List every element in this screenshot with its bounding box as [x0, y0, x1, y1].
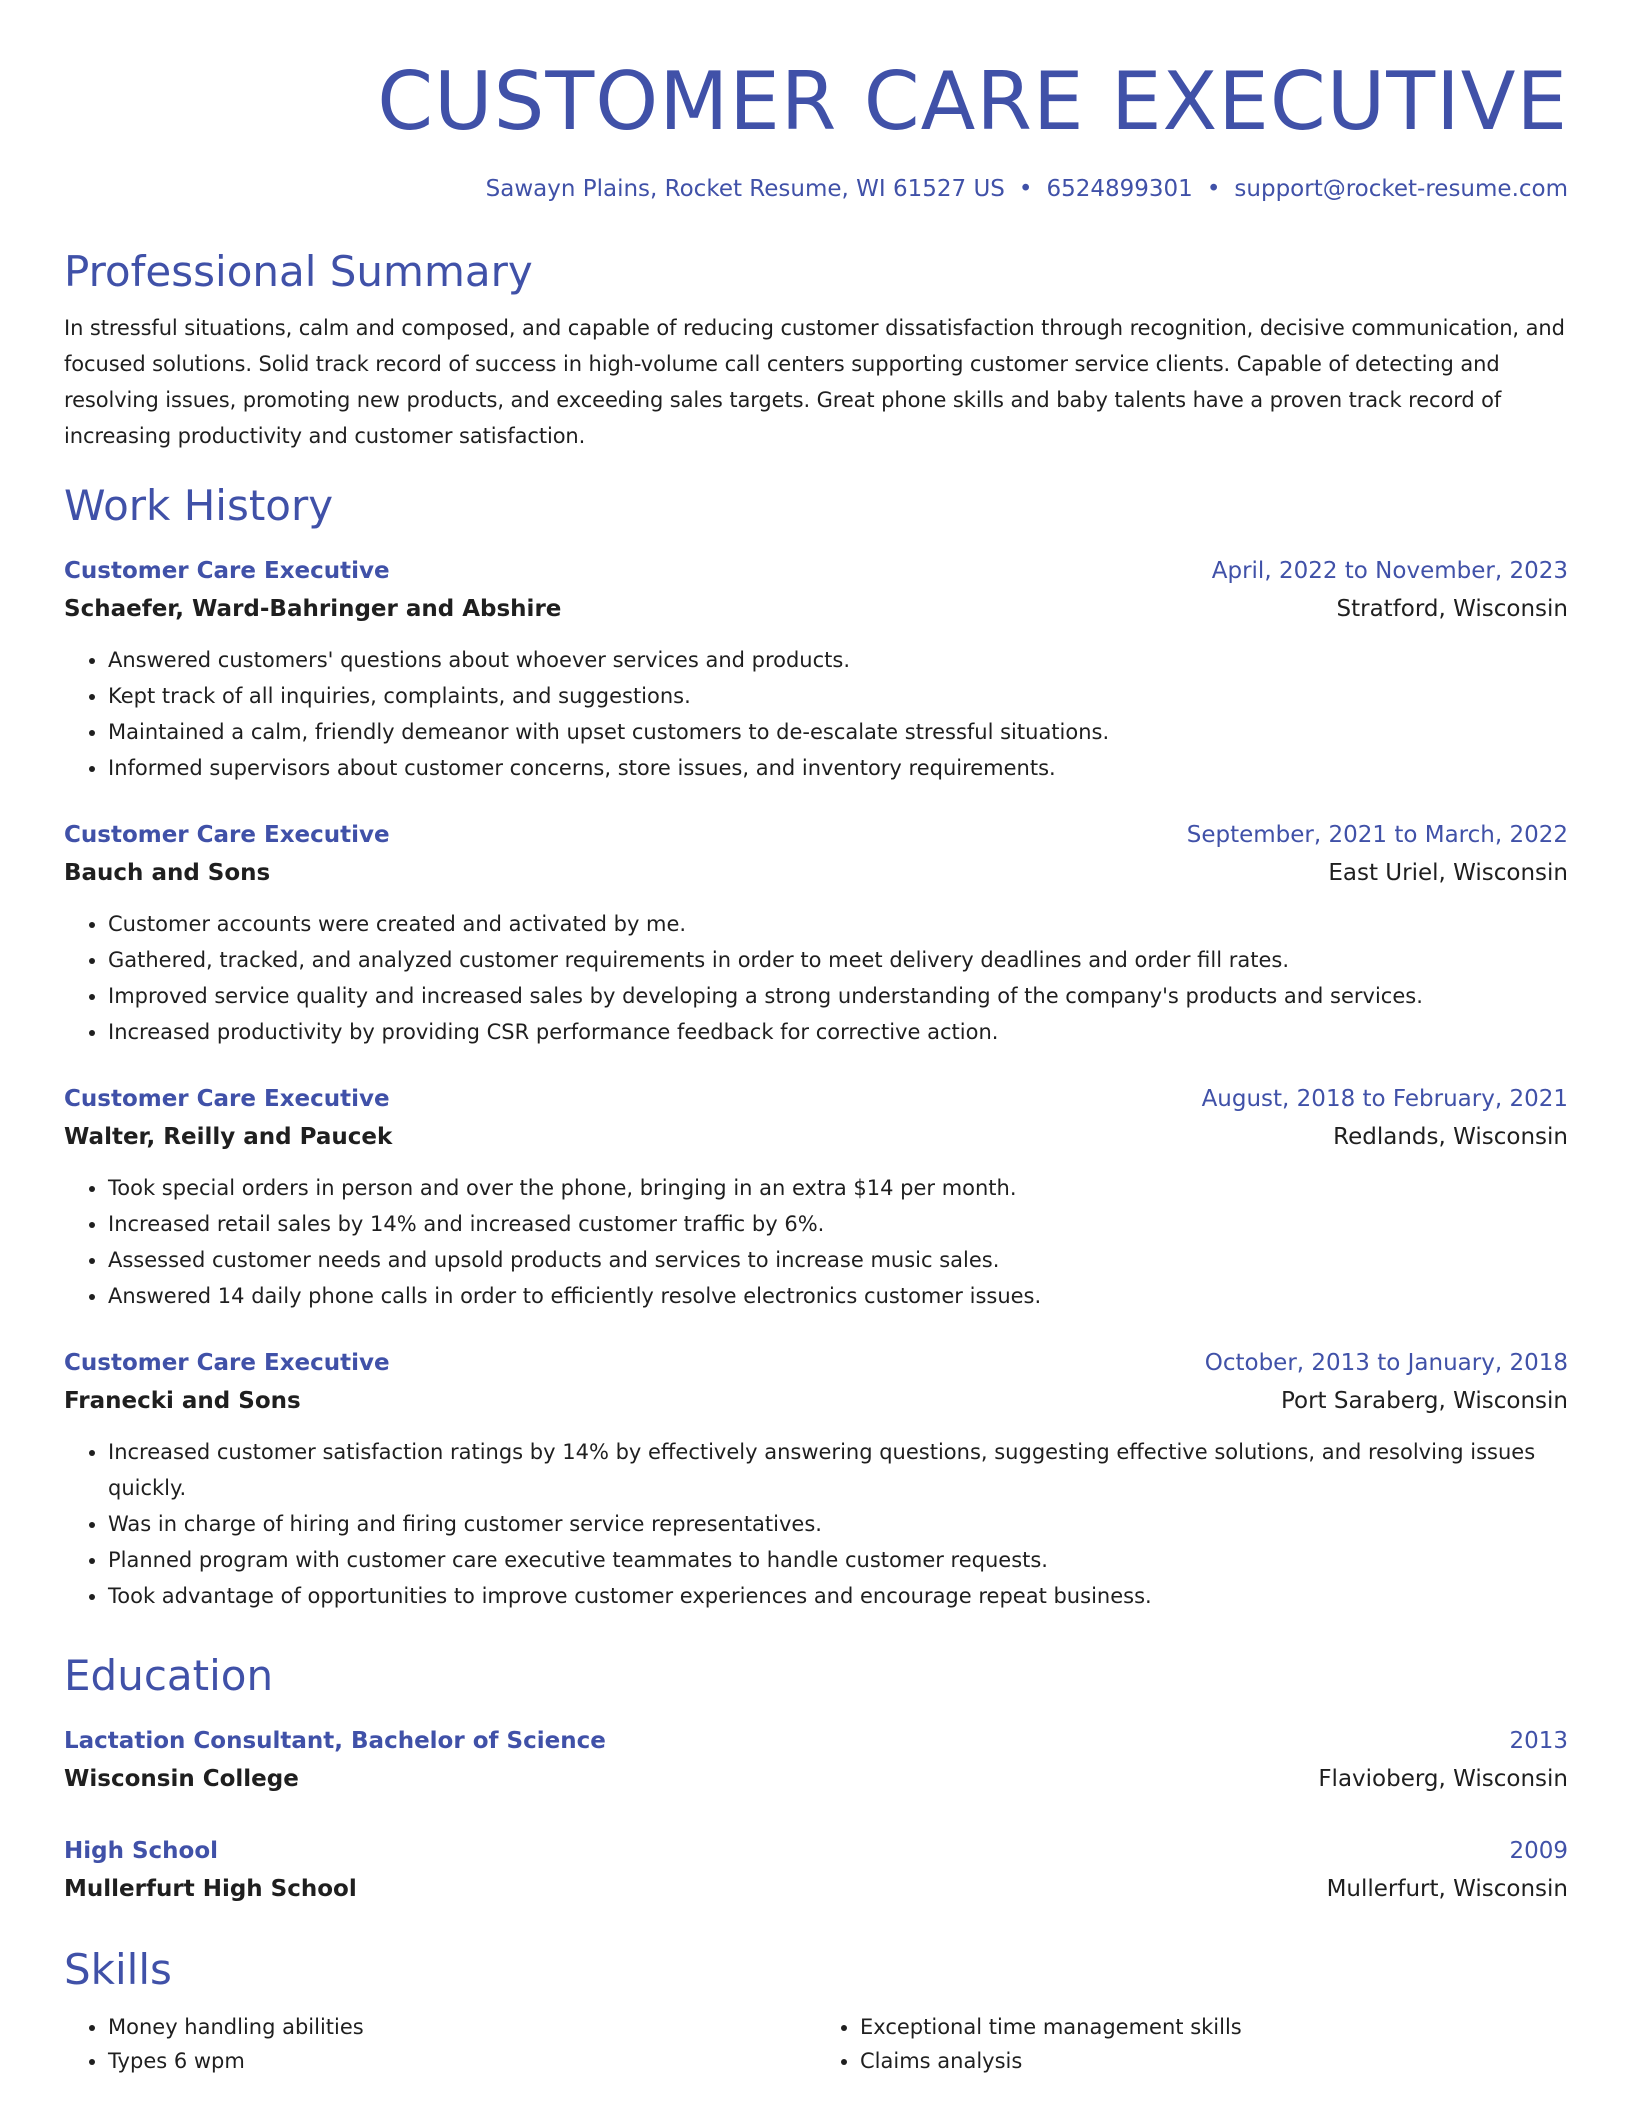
resume-header	[64, 52, 1568, 206]
contact-address: Sawayn Plains, Rocket Resume, WI 61527 US	[485, 176, 1005, 202]
section-title: Professional Summary	[64, 247, 533, 296]
skills-column-left	[64, 2010, 816, 2078]
job-bullet: • Informed supervisors about customer concerns, store issues, and inventory requirements.	[108, 750, 1568, 786]
skills-section	[64, 1944, 1568, 2078]
job-location: Stratford, Wisconsin	[1336, 596, 1568, 622]
education-degree: Lactation Consultant, Bachelor of Science	[64, 1728, 606, 1754]
job-bullet: • Took special orders in person and over the phone, bringing in an extra $14 per month.	[108, 1170, 1568, 1206]
education-year: 2009	[1509, 1838, 1568, 1864]
job-company: Walter, Reilly and Paucek	[64, 1124, 393, 1150]
education-degree: High School	[64, 1838, 219, 1864]
section-title: Education	[64, 1651, 274, 1700]
skill-item: • Money handling abilities	[108, 2010, 816, 2044]
education-location: Mullerfurt, Wisconsin	[1326, 1876, 1568, 1902]
contact-separator: •	[1018, 176, 1033, 202]
job-bullets	[64, 1170, 1568, 1314]
job-bullets	[64, 1434, 1568, 1614]
professional-summary-section	[64, 246, 1568, 454]
job-bullets	[64, 642, 1568, 786]
summary-text: In stressful situations, calm and composed, and capable of reducing customer dissatisfaction through recognition, decisive communication, and focused solutions. Solid track record of success in high-volume call centers supporting customer service clients. Capable of detecting and resolving issues, promoting new products, and exceeding sales targets. Great phone skills and baby talents have a proven track record of increasing productivity and customer satisfaction.	[64, 316, 1565, 448]
job-bullet: • Increased productivity by providing CSR performance feedback for corrective action.	[108, 1014, 1568, 1050]
job-dates: August, 2018 to February, 2021	[1201, 1086, 1568, 1112]
section-title: Work History	[64, 481, 334, 530]
job-company-row	[64, 590, 1568, 628]
job-entry	[64, 552, 1568, 786]
job-bullet: • Assessed customer needs and upsold products and services to increase music sales.	[108, 1242, 1568, 1278]
job-bullet: • Planned program with customer care executive teammates to handle customer requests.	[108, 1542, 1568, 1578]
job-location: Port Saraberg, Wisconsin	[1280, 1388, 1568, 1414]
job-dates: October, 2013 to January, 2018	[1204, 1350, 1568, 1376]
job-bullets	[64, 906, 1568, 1050]
education-entry	[64, 1832, 1568, 1908]
contact-email[interactable]: support@rocket-resume.com	[1234, 176, 1568, 202]
job-bullet: • Maintained a calm, friendly demeanor with upset customers to de-escalate stressful situations.	[108, 714, 1568, 750]
job-company: Franecki and Sons	[64, 1388, 301, 1414]
education-year: 2013	[1509, 1728, 1568, 1754]
job-dates: September, 2021 to March, 2022	[1186, 822, 1568, 848]
job-title: Customer Care Executive	[64, 1350, 390, 1376]
job-header-row	[64, 816, 1568, 854]
education-header-row	[64, 1722, 1568, 1760]
skill-item: • Types 6 wpm	[108, 2044, 816, 2078]
job-location: Redlands, Wisconsin	[1333, 1124, 1568, 1150]
job-header-row	[64, 1080, 1568, 1118]
job-company: Bauch and Sons	[64, 860, 271, 886]
contact-line	[64, 172, 1568, 206]
skills-column-right	[816, 2010, 1568, 2078]
education-header-row	[64, 1832, 1568, 1870]
education-section	[64, 1650, 1568, 1908]
skill-item: • Exceptional time management skills	[860, 2010, 1568, 2044]
job-entry	[64, 1080, 1568, 1314]
job-title: Customer Care Executive	[64, 558, 390, 584]
job-bullet: • Answered customers' questions about whoever services and products.	[108, 642, 1568, 678]
job-bullet: • Kept track of all inquiries, complaints, and suggestions.	[108, 678, 1568, 714]
education-school-row	[64, 1760, 1568, 1798]
contact-separator: •	[1206, 176, 1221, 202]
job-title: Customer Care Executive	[64, 822, 390, 848]
job-company-row	[64, 854, 1568, 892]
education-location: Flavioberg, Wisconsin	[1318, 1766, 1568, 1792]
job-company-row	[64, 1382, 1568, 1420]
job-bullet: • Customer accounts were created and activated by me.	[108, 906, 1568, 942]
education-school-row	[64, 1870, 1568, 1908]
contact-phone[interactable]: 6524899301	[1046, 176, 1193, 202]
job-company: Schaefer, Ward-Bahringer and Abshire	[64, 596, 562, 622]
work-history-section	[64, 480, 1568, 1614]
job-bullet: • Increased customer satisfaction ratings by 14% by effectively answering questions, suggesting effective solutions, and resolving issues quickly.	[108, 1434, 1568, 1506]
education-entry	[64, 1722, 1568, 1798]
education-school: Wisconsin College	[64, 1766, 299, 1792]
job-location: East Uriel, Wisconsin	[1328, 860, 1568, 886]
job-bullet: • Improved service quality and increased sales by developing a strong understanding of the company's products and services.	[108, 978, 1568, 1014]
job-company-row	[64, 1118, 1568, 1156]
job-dates: April, 2022 to November, 2023	[1211, 558, 1568, 584]
job-bullet: • Gathered, tracked, and analyzed customer requirements in order to meet delivery deadlines and order fill rates.	[108, 942, 1568, 978]
job-bullet: • Was in charge of hiring and firing customer service representatives.	[108, 1506, 1568, 1542]
section-title: Skills	[64, 1945, 172, 1994]
job-header-row	[64, 552, 1568, 590]
job-bullet: • Took advantage of opportunities to improve customer experiences and encourage repeat business.	[108, 1578, 1568, 1614]
job-header-row	[64, 1344, 1568, 1382]
job-bullet: • Increased retail sales by 14% and increased customer traffic by 6%.	[108, 1206, 1568, 1242]
candidate-title: CUSTOMER CARE EXECUTIVE	[377, 55, 1568, 148]
skills-grid	[64, 2010, 1568, 2078]
education-school: Mullerfurt High School	[64, 1876, 357, 1902]
job-entry	[64, 816, 1568, 1050]
job-entry	[64, 1344, 1568, 1614]
skill-item: • Claims analysis	[860, 2044, 1568, 2078]
job-bullet: • Answered 14 daily phone calls in order to efficiently resolve electronics customer issues.	[108, 1278, 1568, 1314]
job-title: Customer Care Executive	[64, 1086, 390, 1112]
